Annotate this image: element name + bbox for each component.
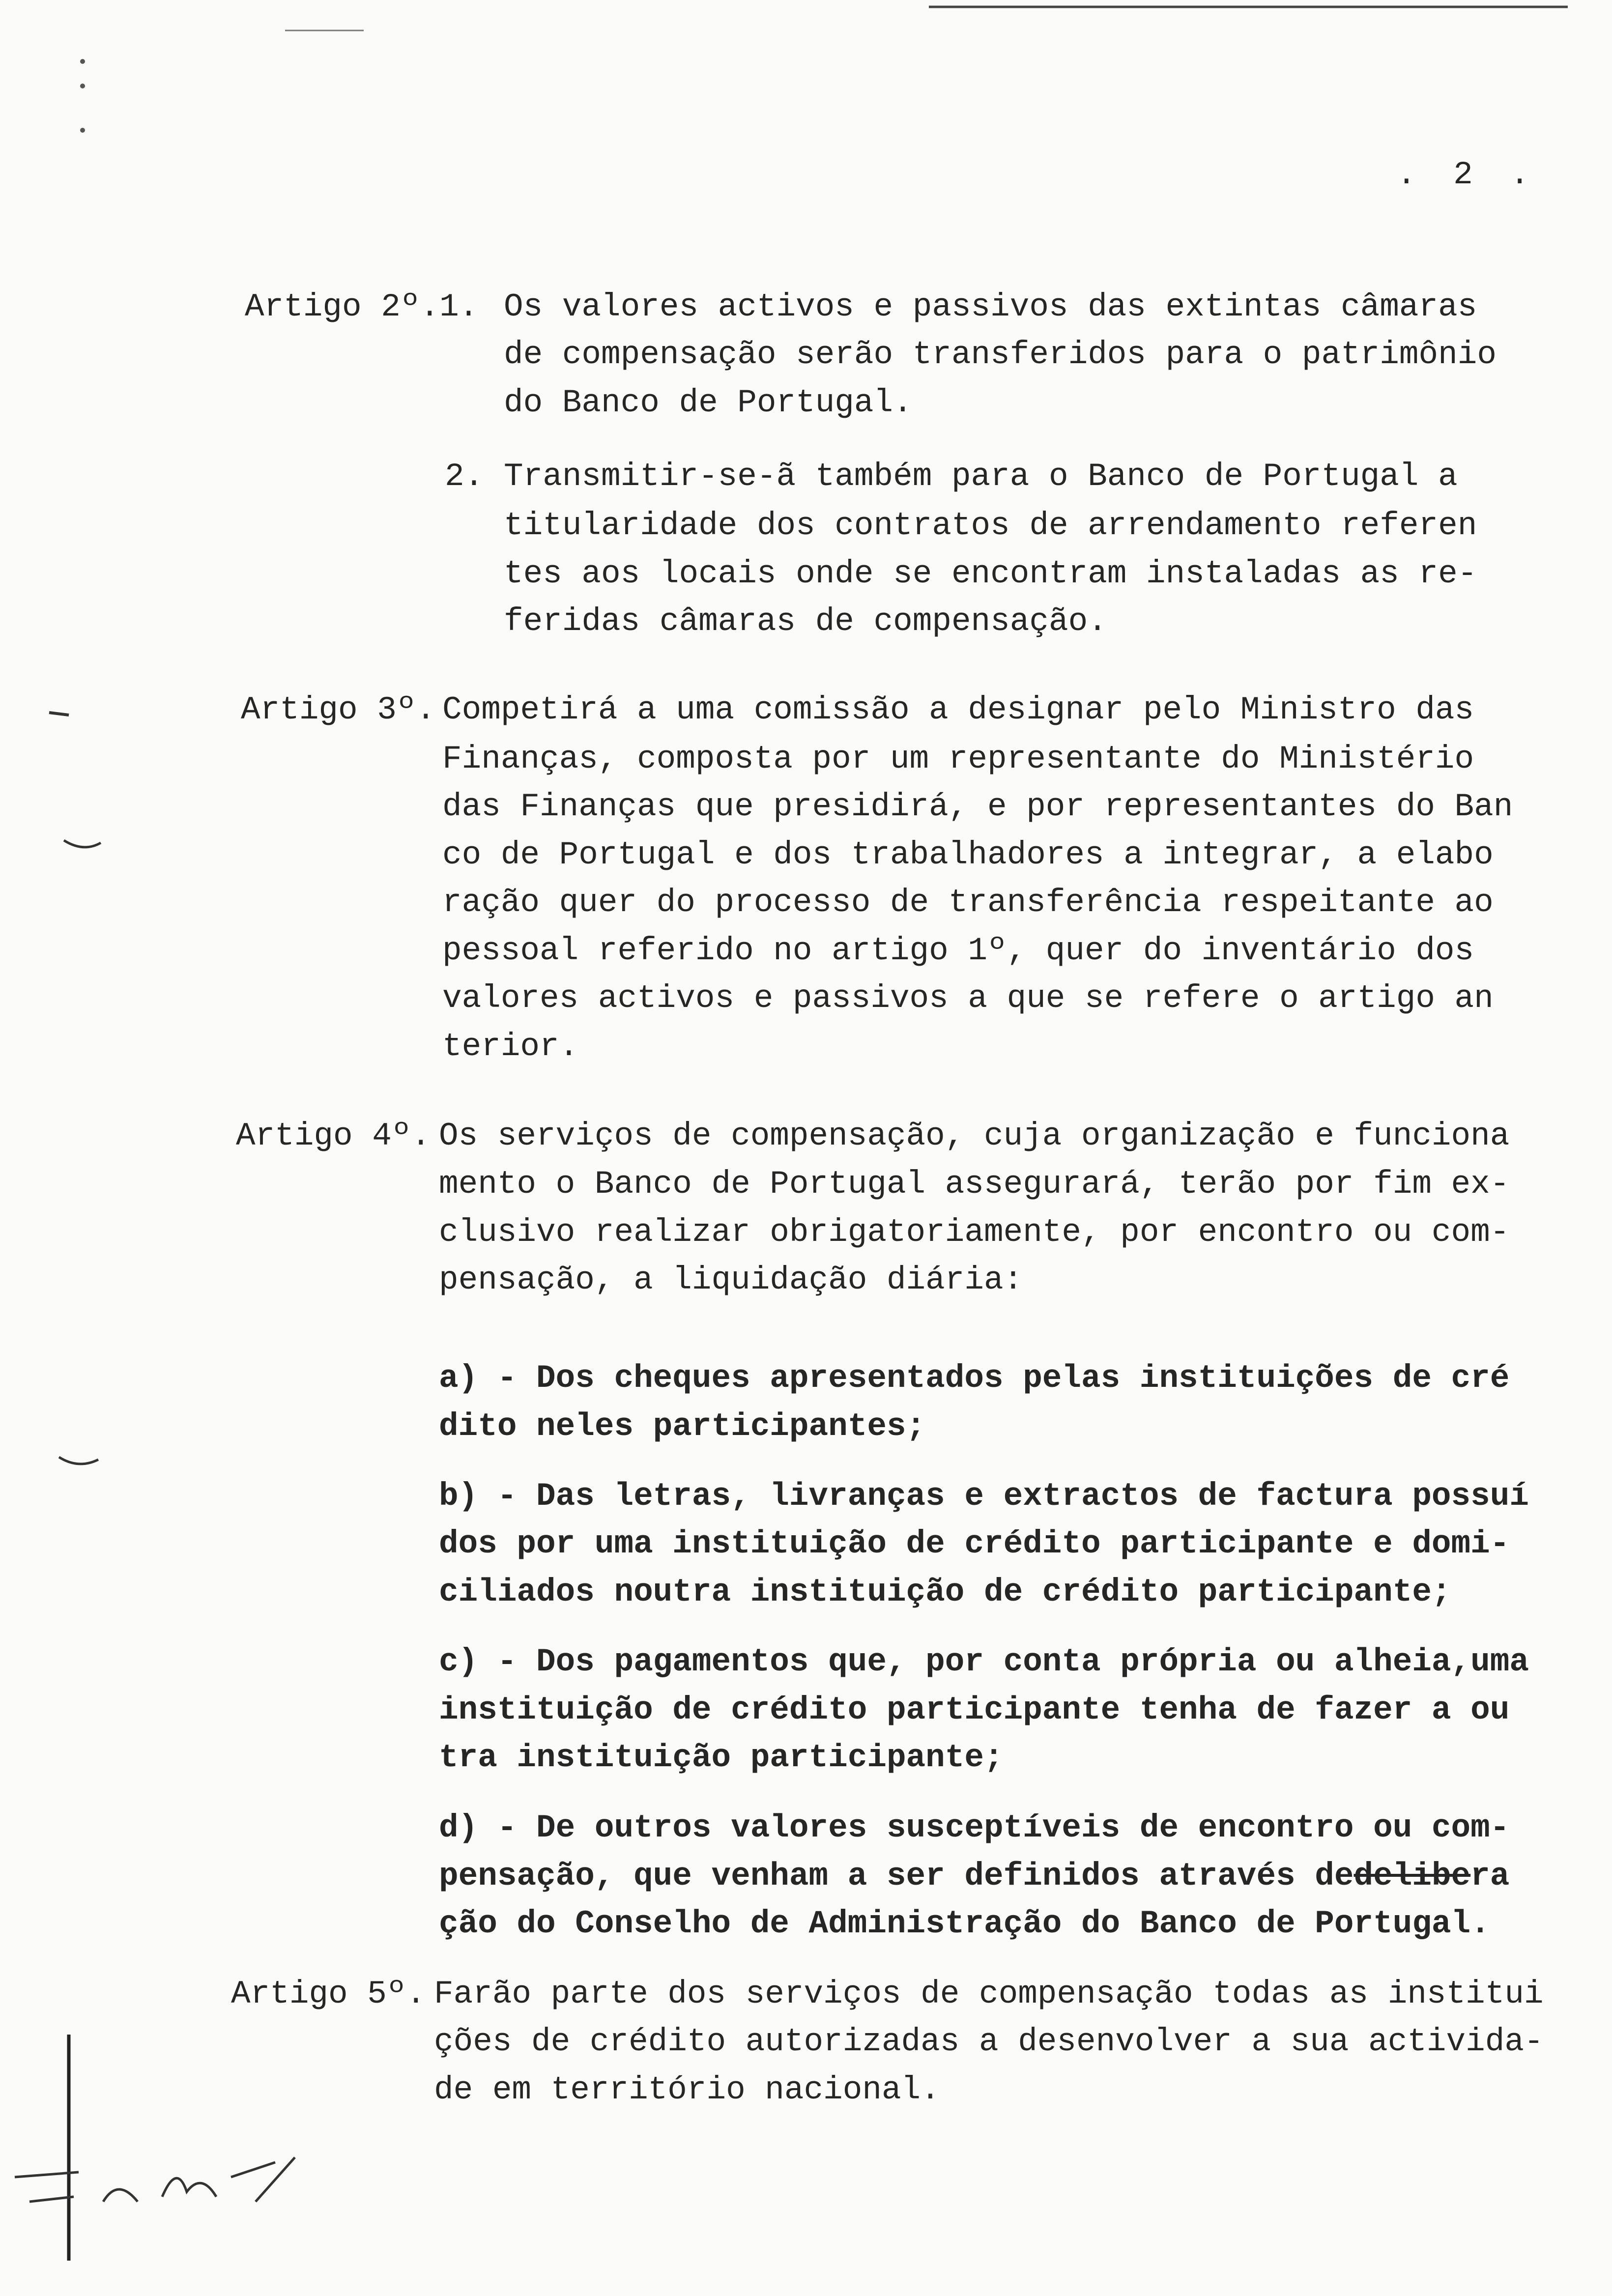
margin-dot-1	[80, 59, 85, 64]
item-b-line-2: dos por uma instituição de crédito participante e domi-	[439, 1525, 1510, 1562]
item-c-line-3: tra instituição participante;	[439, 1739, 1004, 1776]
item-d-line-1: d) - De outros valores susceptíveis de encontro ou com-	[439, 1809, 1510, 1846]
article-4-label: Artigo 4º.	[236, 1118, 431, 1154]
article-2-para-2-line-1: Transmitir-se-ã também para o Banco de Portugal a	[504, 458, 1458, 495]
article-3-line-6: pessoal referido no artigo 1º, quer do inventário dos	[442, 932, 1474, 969]
handwritten-initials	[15, 2157, 295, 2202]
article-5-line-1: Farão parte dos serviços de compensação todas as institui	[434, 1976, 1544, 2012]
item-b-line-3: ciliados noutra instituição de crédito participante;	[439, 1574, 1451, 1610]
item-d-line-3: ção do Conselho de Administração do Banco de Portugal.	[439, 1905, 1490, 1942]
article-2-line-3: do Banco de Portugal.	[504, 384, 913, 421]
margin-dot-2	[80, 84, 85, 88]
article-4-line-4: pensação, a liquidação diária:	[439, 1262, 1023, 1298]
article-3-line-4: co de Portugal e dos trabalhadores a integrar, a elabo	[442, 836, 1494, 873]
article-3-line-3: das Finanças que presidirá, e por representantes do Ban	[442, 788, 1513, 825]
article-2-line-1: Os valores activos e passivos das extintas câmaras	[504, 288, 1477, 325]
article-3-line-5: ração quer do processo de transferência respeitante ao	[442, 884, 1494, 921]
article-2-label: Artigo 2º.1.	[245, 288, 479, 325]
article-4-line-1: Os serviços de compensação, cuja organização e funciona	[439, 1118, 1510, 1154]
margin-mark-1	[49, 713, 69, 715]
item-a-line-1: a) - Dos cheques apresentados pelas instituições de cré	[439, 1360, 1510, 1397]
article-3-label: Artigo 3º.	[241, 691, 436, 728]
page-number: . 2 .	[1396, 156, 1538, 193]
article-5-line-3: de em território nacional.	[434, 2071, 940, 2108]
item-a-line-2: dito neles participantes;	[439, 1408, 926, 1445]
article-3-line-8: terior.	[442, 1028, 579, 1065]
article-5-label: Artigo 5º.	[231, 1976, 426, 2012]
margin-arc-1	[64, 840, 101, 847]
article-3-line-2: Finanças, composta por um representante do Ministério	[442, 741, 1474, 777]
item-d-tail-text: ra	[1470, 1858, 1510, 1894]
item-d-struck-text: delibe	[1353, 1858, 1471, 1894]
article-2-line-2: de compensação serão transferidos para o patrimônio	[504, 336, 1497, 373]
item-c-line-2: instituição de crédito participante tenha de fazer a ou	[439, 1692, 1510, 1728]
article-2-para-2-line-4: feridas câmaras de compensação.	[504, 603, 1107, 640]
article-5-line-2: ções de crédito autorizadas a desenvolver a sua activida-	[434, 2023, 1544, 2060]
article-4-line-3: clusivo realizar obrigatoriamente, por encontro ou com-	[439, 1214, 1510, 1251]
article-3-line-1: Competirá a uma comissão a designar pelo Ministro das	[442, 691, 1474, 728]
article-2-para-2-line-2: titularidade dos contratos de arrendamento referen	[504, 507, 1477, 544]
margin-dot-3	[80, 128, 85, 133]
article-2-para-2-label: 2.	[445, 458, 484, 495]
item-b-line-1: b) - Das letras, livranças e extractos de factura possuí	[439, 1478, 1529, 1515]
item-d-line-2-text: pensação, que venham a ser definidos através de	[439, 1858, 1354, 1894]
article-3-line-7: valores activos e passivos a que se refere o artigo an	[442, 980, 1494, 1017]
article-2-para-2-line-3: tes aos locais onde se encontram instaladas as re-	[504, 555, 1477, 592]
item-c-line-1: c) - Dos pagamentos que, por conta própria ou alheia,uma	[439, 1643, 1529, 1680]
article-4-line-2: mento o Banco de Portugal assegurará, terão por fim ex-	[439, 1166, 1510, 1203]
margin-arc-2	[59, 1457, 98, 1464]
